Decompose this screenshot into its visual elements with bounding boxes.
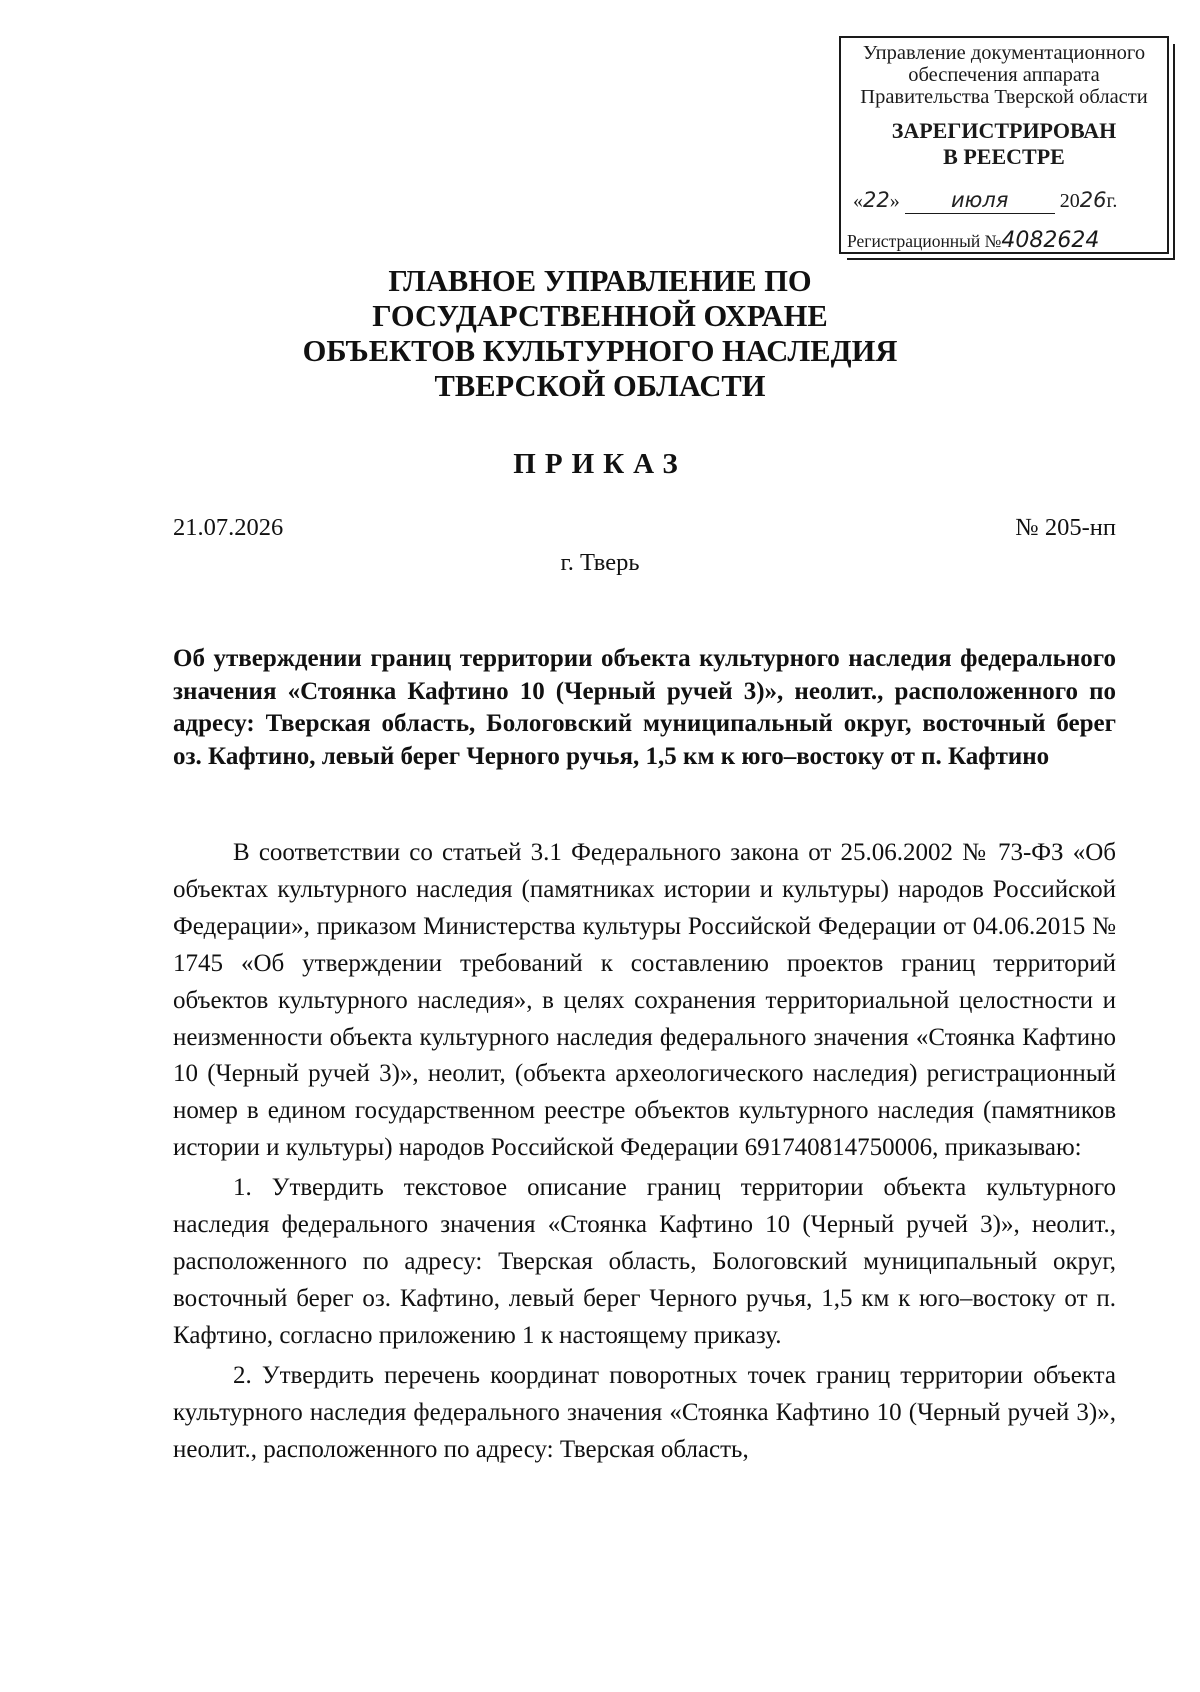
stamp-date-year-prefix: 20 [1059, 190, 1080, 212]
item-2-paragraph: 2. Утвердить перечень координат поворотных точек границ территории объекта культурного наследия федерального значения «Стоянка Кафтино 10 (Черный ручей 3)», неолит., расположенного по адресу: Тверская область, [173, 1361, 1116, 1463]
order-body [173, 835, 1116, 1468]
item-1-paragraph: 1. Утвердить текстовое описание границ территории объекта культурного наследия федерального значения «Стоянка Кафтино 10 (Черный ручей 3)», неолит., расположенного по адресу: Тверская область, Бологовский муниципальный округ, восточный берег оз. Кафтино, левый берег Черного ручья, 1,5 км к юго–востоку от п. Кафтино, согласно приложению 1 к настоящему приказу. [173, 1174, 1116, 1349]
stamp-date-open-quote: « [853, 190, 863, 212]
document-type: ПРИКАЗ [513, 448, 687, 480]
stamp-date [853, 188, 1117, 214]
stamp-reg-number: 4082624 [1001, 228, 1113, 254]
order-city: г. Тверь [560, 549, 640, 576]
stamp-date-year-end: г. [1106, 190, 1118, 212]
stamp-department: Управление документационного обеспечения аппарата Правительства Тверской области [860, 42, 1148, 108]
order-date: 21.07.2026 [173, 514, 284, 541]
stamp-date-month: июля [951, 188, 1009, 212]
stamp-reg-label: Регистрационный № [847, 231, 1002, 251]
order-subject: Об утверждении границ территории объекта культурного наследия федерального значения «Стоянка Кафтино 10 (Черный ручей 3)», неолит., расположенного по адресу: Тверская область, Бологовский муниципальный округ, восточный берег оз. Кафтино, левый берег Черного ручья, 1,5 км к юго–востоку от п. Кафтино [173, 645, 1116, 770]
order-number: № 205-нп [1015, 514, 1116, 541]
stamp-date-day: 22 [863, 188, 890, 212]
stamp-reg-line [847, 228, 1113, 254]
preamble-paragraph: В соответствии со статьей 3.1 Федерального закона от 25.06.2002 № 73-ФЗ «Об объектах культурного наследия (памятниках истории и культуры) народов Российской Федерации», приказом Министерства культуры Российской Федерации от 04.06.2015 № 1745 «Об утверждении требований к составлению проектов границ территорий объектов культурного наследия», в целях сохранения территориальной целостности и неизменности объекта культурного наследия федерального значения «Стоянка Кафтино 10 (Черный ручей 3)», неолит, (объекта археологического наследия) регистрационный номер в едином государственном реестре объектов культурного наследия (памятников истории и культуры) народов Российской Федерации 691740814750006, приказываю: [173, 839, 1116, 1162]
stamp-status: ЗАРЕГИСТРИРОВАН В РЕЕСТРЕ [891, 118, 1117, 169]
agency-name: ГЛАВНОЕ УПРАВЛЕНИЕ ПО ГОСУДАРСТВЕННОЙ ОХРАНЕ ОБЪЕКТОВ КУЛЬТУРНОГО НАСЛЕДИЯ ТВЕРСКОЙ ОБЛАСТИ [302, 264, 898, 403]
stamp-date-year-suffix: 26 [1079, 188, 1107, 212]
registration-stamp [839, 36, 1169, 254]
stamp-date-close-quote: » [889, 190, 900, 212]
